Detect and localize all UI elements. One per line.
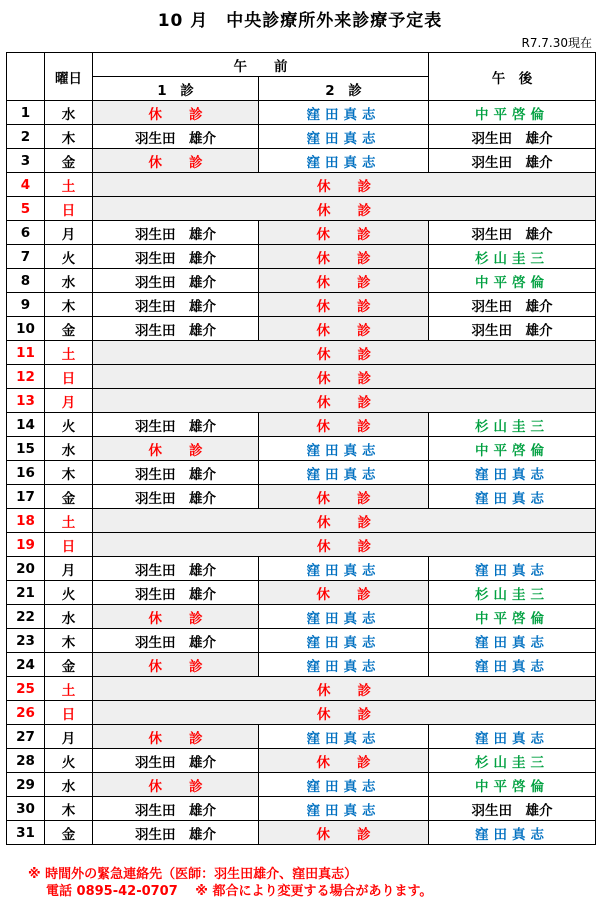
row-pm: 羽生田 雄介 [429, 149, 596, 173]
row-pm: 窪田真志 [429, 821, 596, 845]
row-s1: 羽生田 雄介 [93, 245, 259, 269]
row-weekday: 火 [45, 413, 93, 437]
row-date: 12 [7, 365, 45, 389]
row-weekday: 日 [45, 197, 93, 221]
table-row [7, 749, 596, 773]
row-pm: 羽生田 雄介 [429, 221, 596, 245]
table-row [7, 677, 596, 701]
row-date: 17 [7, 485, 45, 509]
row-date: 7 [7, 245, 45, 269]
table-row [7, 365, 596, 389]
row-weekday: 金 [45, 485, 93, 509]
row-weekday: 水 [45, 269, 93, 293]
table-row [7, 557, 596, 581]
footer-contact: ※ 時間外の緊急連絡先（医師：羽生田雄介、窪田真志） [28, 867, 358, 882]
row-weekday: 水 [45, 437, 93, 461]
row-weekday: 木 [45, 797, 93, 821]
row-s1: 羽生田 雄介 [93, 749, 259, 773]
row-pm: 窪田真志 [429, 653, 596, 677]
header-weekday: 曜日 [45, 53, 93, 101]
row-pm: 羽生田 雄介 [429, 125, 596, 149]
row-weekday: 日 [45, 365, 93, 389]
row-date: 18 [7, 509, 45, 533]
row-weekday: 土 [45, 509, 93, 533]
row-s2: 窪田真志 [259, 653, 429, 677]
row-s1: 羽生田 雄介 [93, 461, 259, 485]
row-s1: 羽生田 雄介 [93, 413, 259, 437]
row-s2: 休 診 [259, 749, 429, 773]
header-pm: 午 後 [429, 53, 596, 101]
row-s1: 休 診 [93, 149, 259, 173]
row-date: 14 [7, 413, 45, 437]
row-pm: 窪田真志 [429, 629, 596, 653]
row-date: 28 [7, 749, 45, 773]
row-s2: 窪田真志 [259, 725, 429, 749]
table-row [7, 413, 596, 437]
row-date: 6 [7, 221, 45, 245]
row-s2: 窪田真志 [259, 797, 429, 821]
row-s2: 窪田真志 [259, 629, 429, 653]
table-row [7, 293, 596, 317]
row-weekday: 土 [45, 677, 93, 701]
table-row [7, 437, 596, 461]
table-row [7, 149, 596, 173]
row-date: 9 [7, 293, 45, 317]
row-date: 25 [7, 677, 45, 701]
row-pm: 杉山圭三 [429, 245, 596, 269]
row-s2: 窪田真志 [259, 461, 429, 485]
row-weekday: 月 [45, 725, 93, 749]
row-s2: 休 診 [259, 317, 429, 341]
row-date: 8 [7, 269, 45, 293]
row-weekday: 月 [45, 221, 93, 245]
row-date: 21 [7, 581, 45, 605]
row-weekday: 木 [45, 125, 93, 149]
row-s1: 休 診 [93, 725, 259, 749]
row-s2: 休 診 [259, 221, 429, 245]
row-s2: 休 診 [259, 485, 429, 509]
row-closed: 休 診 [93, 341, 596, 365]
row-date: 19 [7, 533, 45, 557]
row-weekday: 金 [45, 317, 93, 341]
row-s2: 休 診 [259, 581, 429, 605]
row-weekday: 金 [45, 821, 93, 845]
row-date: 5 [7, 197, 45, 221]
table-row [7, 605, 596, 629]
row-s2: 窪田真志 [259, 437, 429, 461]
table-row [7, 125, 596, 149]
row-closed: 休 診 [93, 365, 596, 389]
row-pm: 窪田真志 [429, 725, 596, 749]
row-s1: 休 診 [93, 773, 259, 797]
table-row [7, 629, 596, 653]
row-weekday: 土 [45, 173, 93, 197]
row-s2: 休 診 [259, 269, 429, 293]
row-pm: 杉山圭三 [429, 413, 596, 437]
table-row [7, 221, 596, 245]
table-row [7, 821, 596, 845]
table-row [7, 101, 596, 125]
row-date: 20 [7, 557, 45, 581]
row-s2: 休 診 [259, 821, 429, 845]
row-s1: 羽生田 雄介 [93, 293, 259, 317]
row-closed: 休 診 [93, 197, 596, 221]
row-pm: 羽生田 雄介 [429, 293, 596, 317]
header-session-1: 1 診 [93, 77, 259, 101]
row-weekday: 日 [45, 533, 93, 557]
footer-phone: 電話 0895-42-0707 ※ 都合により変更する場合があります。 [46, 884, 433, 899]
table-row [7, 701, 596, 725]
row-s2: 窪田真志 [259, 605, 429, 629]
table-row [7, 317, 596, 341]
row-pm: 羽生田 雄介 [429, 317, 596, 341]
row-pm: 中平啓倫 [429, 773, 596, 797]
header-session-2: 2 診 [259, 77, 429, 101]
row-s2: 窪田真志 [259, 557, 429, 581]
row-closed: 休 診 [93, 509, 596, 533]
row-s2: 窪田真志 [259, 101, 429, 125]
row-weekday: 木 [45, 629, 93, 653]
table-row [7, 533, 596, 557]
row-pm: 杉山圭三 [429, 749, 596, 773]
table-row [7, 509, 596, 533]
row-weekday: 日 [45, 701, 93, 725]
row-weekday: 水 [45, 101, 93, 125]
footer-note [28, 866, 432, 900]
row-date: 23 [7, 629, 45, 653]
row-weekday: 木 [45, 293, 93, 317]
row-date: 22 [7, 605, 45, 629]
row-date: 2 [7, 125, 45, 149]
row-pm: 中平啓倫 [429, 605, 596, 629]
row-pm: 杉山圭三 [429, 581, 596, 605]
table-row [7, 653, 596, 677]
row-date: 24 [7, 653, 45, 677]
table-row [7, 773, 596, 797]
row-weekday: 金 [45, 149, 93, 173]
row-weekday: 水 [45, 605, 93, 629]
table-row [7, 797, 596, 821]
row-pm: 羽生田 雄介 [429, 797, 596, 821]
row-s1: 羽生田 雄介 [93, 629, 259, 653]
row-s1: 羽生田 雄介 [93, 485, 259, 509]
row-pm: 中平啓倫 [429, 269, 596, 293]
row-s1: 羽生田 雄介 [93, 125, 259, 149]
row-weekday: 火 [45, 581, 93, 605]
row-date: 15 [7, 437, 45, 461]
row-s1: 羽生田 雄介 [93, 797, 259, 821]
schedule-rows [7, 101, 596, 845]
row-weekday: 水 [45, 773, 93, 797]
row-date: 11 [7, 341, 45, 365]
row-s2: 窪田真志 [259, 125, 429, 149]
row-closed: 休 診 [93, 677, 596, 701]
as-of-date: R7.7.30現在 [521, 36, 592, 50]
row-s1: 羽生田 雄介 [93, 821, 259, 845]
row-pm: 窪田真志 [429, 485, 596, 509]
row-date: 4 [7, 173, 45, 197]
row-s1: 羽生田 雄介 [93, 557, 259, 581]
table-row [7, 173, 596, 197]
row-s1: 休 診 [93, 605, 259, 629]
row-s1: 休 診 [93, 437, 259, 461]
table-row [7, 485, 596, 509]
row-weekday: 火 [45, 749, 93, 773]
schedule-table [6, 52, 596, 845]
row-pm: 窪田真志 [429, 461, 596, 485]
row-date: 30 [7, 797, 45, 821]
row-weekday: 火 [45, 245, 93, 269]
row-s2: 休 診 [259, 293, 429, 317]
row-s1: 休 診 [93, 653, 259, 677]
row-closed: 休 診 [93, 173, 596, 197]
row-date: 13 [7, 389, 45, 413]
row-weekday: 金 [45, 653, 93, 677]
table-row [7, 341, 596, 365]
header-date [7, 53, 45, 101]
table-row [7, 197, 596, 221]
row-s2: 休 診 [259, 413, 429, 437]
row-s1: 休 診 [93, 101, 259, 125]
table-row [7, 725, 596, 749]
header-am: 午 前 [93, 53, 429, 77]
row-date: 27 [7, 725, 45, 749]
row-closed: 休 診 [93, 701, 596, 725]
row-date: 26 [7, 701, 45, 725]
table-row [7, 581, 596, 605]
row-date: 10 [7, 317, 45, 341]
row-date: 29 [7, 773, 45, 797]
row-date: 3 [7, 149, 45, 173]
table-row [7, 461, 596, 485]
table-row [7, 269, 596, 293]
row-s1: 羽生田 雄介 [93, 269, 259, 293]
row-date: 16 [7, 461, 45, 485]
row-weekday: 木 [45, 461, 93, 485]
row-s1: 羽生田 雄介 [93, 221, 259, 245]
row-weekday: 月 [45, 557, 93, 581]
table-row [7, 245, 596, 269]
row-weekday: 土 [45, 341, 93, 365]
row-closed: 休 診 [93, 389, 596, 413]
row-s1: 羽生田 雄介 [93, 581, 259, 605]
row-pm: 中平啓倫 [429, 437, 596, 461]
row-s2: 休 診 [259, 245, 429, 269]
row-weekday: 月 [45, 389, 93, 413]
row-s2: 窪田真志 [259, 773, 429, 797]
row-closed: 休 診 [93, 533, 596, 557]
row-pm: 中平啓倫 [429, 101, 596, 125]
table-row [7, 389, 596, 413]
row-date: 1 [7, 101, 45, 125]
row-date: 31 [7, 821, 45, 845]
row-pm: 窪田真志 [429, 557, 596, 581]
row-s2: 窪田真志 [259, 149, 429, 173]
page-title: 10 月 中央診療所外来診療予定表 [157, 11, 443, 31]
row-s1: 羽生田 雄介 [93, 317, 259, 341]
